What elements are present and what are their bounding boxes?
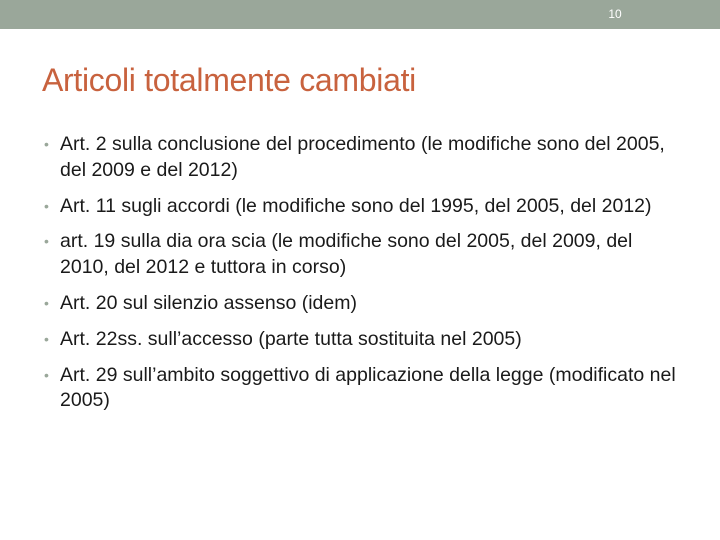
bullet-text: Art. 20 sul silenzio assenso (idem) bbox=[60, 291, 357, 314]
bullet-text: Art. 22ss. sull’accesso (parte tutta sostituita nel 2005) bbox=[60, 327, 522, 350]
bullet-item bbox=[42, 363, 682, 415]
bullet-list bbox=[42, 132, 682, 424]
page-number: 10 bbox=[608, 7, 622, 21]
bullet-text: art. 19 sulla dia ora scia (le modifiche sono del 2005, del 2009, del 2010, del 2012 e tuttora in corso) bbox=[60, 230, 633, 279]
bullet-item bbox=[42, 132, 682, 184]
bullet-icon: • bbox=[44, 136, 49, 152]
header-bar bbox=[0, 0, 720, 29]
bullet-text: Art. 2 sulla conclusione del procedimento (le modifiche sono del 2005, del 2009 e del 2012) bbox=[60, 133, 665, 181]
bullet-icon: • bbox=[44, 366, 49, 383]
bullet-icon: • bbox=[44, 330, 49, 347]
bullet-icon: • bbox=[44, 294, 49, 311]
bullet-text: Art. 29 sull’ambito soggettivo di applicazione della legge (modificato nel 2005) bbox=[60, 363, 676, 412]
slide-title: Articoli totalmente cambiati bbox=[42, 62, 416, 98]
bullet-icon: • bbox=[44, 197, 49, 214]
bullet-item bbox=[42, 194, 682, 220]
bullet-item bbox=[42, 291, 682, 317]
bullet-icon: • bbox=[44, 233, 49, 250]
bullet-text: Art. 11 sugli accordi (le modifiche sono del 1995, del 2005, del 2012) bbox=[60, 194, 652, 217]
bullet-item bbox=[42, 229, 682, 281]
bullet-item bbox=[42, 327, 682, 353]
